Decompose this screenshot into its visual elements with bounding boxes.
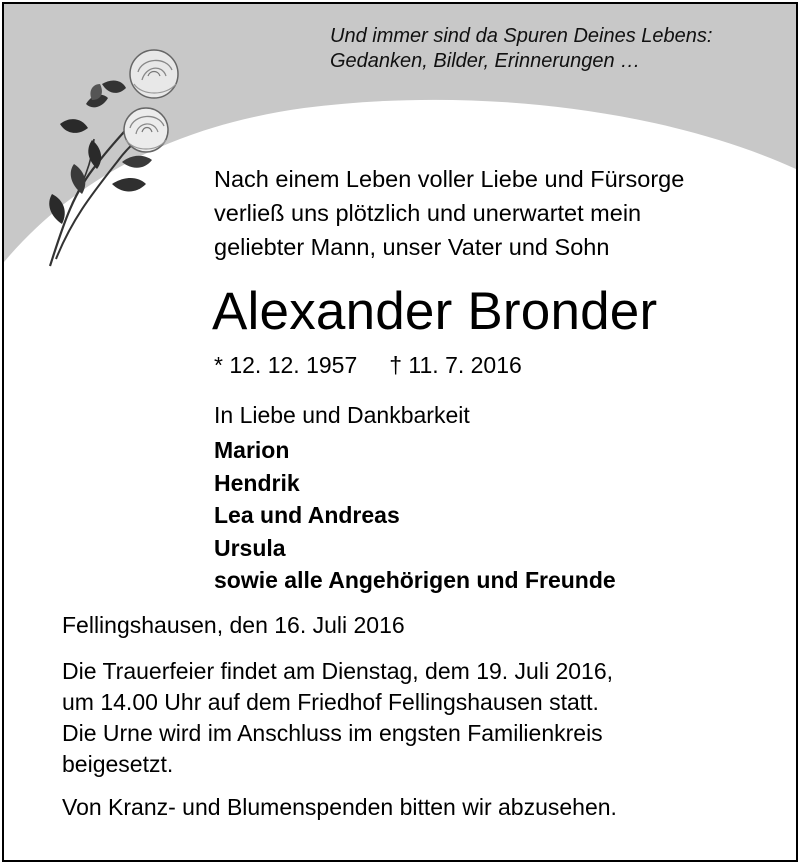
funeral-line-3: Die Urne wird im Anschluss im engsten Familienkreis — [62, 720, 603, 746]
motto-line-2: Gedanken, Bilder, Erinnerungen … — [330, 50, 641, 72]
mourners-list — [214, 434, 616, 597]
motto-line-1: Und immer sind da Spuren Deines Lebens: — [330, 25, 713, 47]
mourner-name: Marion — [214, 437, 290, 463]
flowers-note: Von Kranz- und Blumenspenden bitten wir abzusehen. — [62, 794, 617, 820]
mourner-name: Ursula — [214, 534, 286, 561]
intro-line-3: geliebter Mann, unser Vater und Sohn — [214, 234, 610, 260]
deceased-name: Alexander Bronder — [212, 282, 658, 341]
mourner-name: sowie alle Angehörigen und Freunde — [214, 567, 616, 593]
motto — [330, 24, 712, 74]
birth-date: * 12. 12. 1957 — [214, 352, 358, 378]
life-dates — [214, 350, 522, 380]
rose-icon — [42, 44, 182, 269]
funeral-line-1: Die Trauerfeier findet am Dienstag, dem 19. Juli 2016, — [62, 658, 614, 684]
intro-line-2: verließ uns plötzlich und unerwartet mein — [214, 200, 642, 226]
funeral-line-2: um 14.00 Uhr auf dem Friedhof Fellingshausen statt. — [62, 689, 599, 715]
intro-line-1: Nach einem Leben voller Liebe und Fürsorge — [214, 166, 685, 192]
place-and-date: Fellingshausen, den 16. Juli 2016 — [62, 612, 405, 638]
funeral-details — [62, 656, 613, 780]
funeral-line-4: beigesetzt. — [62, 751, 174, 777]
mourner-name: Lea und Andreas — [214, 502, 400, 528]
obituary-notice — [2, 2, 798, 862]
intro-text — [214, 162, 684, 264]
thanks-line: In Liebe und Dankbarkeit — [214, 402, 470, 428]
mourner-name: Hendrik — [214, 469, 300, 496]
death-date: † 11. 7. 2016 — [389, 352, 522, 378]
